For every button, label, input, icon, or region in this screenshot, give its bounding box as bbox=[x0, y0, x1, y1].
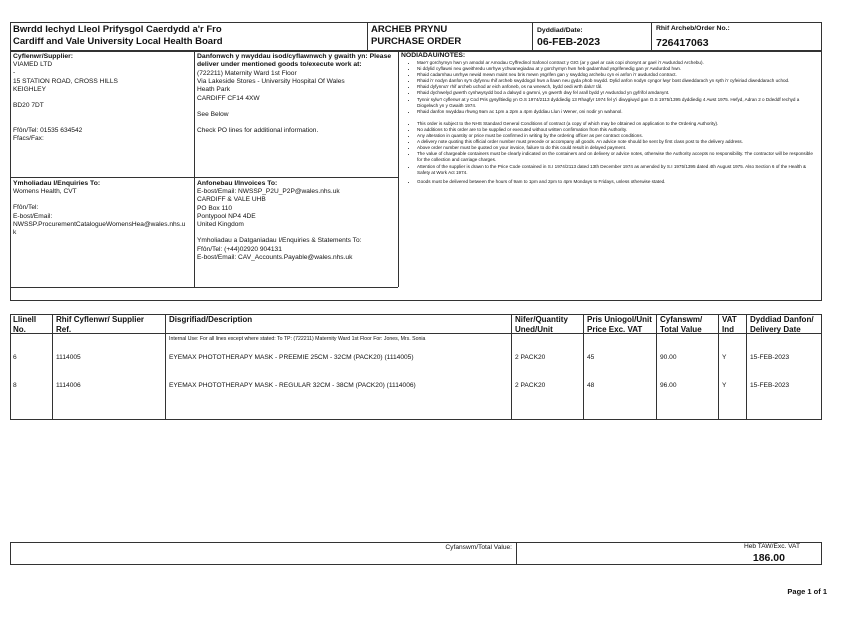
col-header-unit-price: Pris Uniogol/Unit Price Exc. VAT bbox=[587, 315, 652, 334]
enquiries-email-label: E-bost/Email: bbox=[13, 212, 53, 220]
cell-ref: 1114005 bbox=[56, 354, 81, 361]
supplier-phone: Ffôn/Tel: 01535 634542 bbox=[13, 126, 83, 134]
cell-price: 45 bbox=[587, 354, 595, 361]
cell-description: EYEMAX PHOTOTHERAPY MASK - REGULAR 32CM - 38CM (PACK20) (1114006) bbox=[169, 382, 416, 389]
col-header-description: Disgrifiad/Description bbox=[169, 315, 253, 324]
note-item: • The value of chargeable containers must be clearly indicated on the containers and on delivery or advice notes, otherwise the Authority accepts no responsibility. The contractor will be responsible for the collection and carriage charges. bbox=[417, 151, 818, 163]
note-item: • Rhaid dychwelyd gwerth cynhwysydd bod a dalwyd o gwmni, yn gwerth dwy fel arall bydd yr Awdurdod yn gyfrifol amdanynt. bbox=[417, 90, 818, 96]
invoices-line: PO Box 110 bbox=[197, 204, 233, 212]
notes-english-list bbox=[401, 121, 818, 185]
cell-total: 90.00 bbox=[660, 354, 677, 361]
totals-exvat-label: Heb TAW/Exc. VAT bbox=[743, 543, 800, 550]
note-item: • Above order number must be quoted on your invoice, failure to do this could result in delayed payment. bbox=[417, 145, 818, 151]
supplier-label: Cyflenwr/Supplier: bbox=[13, 53, 74, 60]
col-header-quantity: Nifer/Quantity Uned/Unit bbox=[515, 315, 568, 334]
doc-type-english: PURCHASE ORDER bbox=[371, 36, 462, 47]
invoices-line: United Kingdom bbox=[197, 221, 244, 229]
invoices-email[interactable]: E-bost/Email: NWSSP_P2U_P2P@wales.nhs.uk bbox=[197, 188, 340, 195]
note-item: • No additions to this order are to be supplied or executed without written confirmation from this Authority. bbox=[417, 127, 818, 133]
note-item: • Rhaid danfon nwyddau rhwng 9am ac 1pm a 2pm a 4pm dyddiau Llun i Wener, oni nodir yn wahanol. bbox=[417, 109, 818, 115]
notes-welsh-list bbox=[401, 60, 818, 115]
invoices-line: Pontypool NP4 4DE bbox=[197, 212, 256, 220]
delivery-section bbox=[197, 53, 395, 136]
statements-phone: Ffôn/Tel: (+44)02920 904131 bbox=[197, 245, 282, 253]
note-item: • Ni ddylid cyflawni neu gweithredu unrhyw ychwanegiadau at y gorchymyn hwn heb gadarnhad ysgrifenedig gan yr Awdurdod hwn. bbox=[417, 66, 818, 72]
enquiries-name: Womens Health, CVT bbox=[13, 188, 77, 195]
table-row bbox=[0, 382, 842, 392]
notes-section bbox=[401, 52, 818, 185]
note-item: • A delivery note quoting this official order number must precede or accompany all goods. An advice note should be sent by first class post to the delivery address. bbox=[417, 139, 818, 145]
note-item: • Tynnir sylw'r cyflenwr at y Cod Pris gysylltiedig yn O.S 1974/2113 dyddiedig 13 Rhagfyr 1974 fel y'i diwygiwyd gan O.S 1975/1395 dyddiedig 4 Awst 1975. Hefyd, Adran 2 o Ddeddf Iechyd a Diogelwch yn y Gwaith 1974. bbox=[417, 97, 818, 109]
cell-line: 8 bbox=[13, 382, 17, 389]
table-row bbox=[0, 354, 842, 364]
note-item: • Mae'r gorchymyn hwn yn amodol ar Amodau Cyffredinol Safonol contract y GIG (ar y gael ar cais copi ohonynt ar gael i'r Awdurdod Archebu). bbox=[417, 60, 818, 66]
statements-label: Ymholiadau a Datganiadau I/Enquiries & Statements To: bbox=[197, 237, 362, 245]
col-header-total: Cyfanswm/ Total Value bbox=[660, 315, 703, 334]
page-number: Page 1 of 1 bbox=[787, 587, 827, 596]
supplier-line: KEIGHLEY bbox=[13, 85, 46, 93]
org-name-welsh: Bwrdd Iechyd Lleol Prifysgol Caerdydd a'r Fro bbox=[13, 24, 222, 35]
org-name-english: Cardiff and Vale University Local Health Board bbox=[13, 36, 223, 47]
note-item: • Attention of the supplier is drawn to the Price Code contained in S.I 1974/2113 dated 13th December 1974 as amended by S.I 1975/1395 dated 4th August 1975. Also Section 6 of the Health & Safety at Work Act 1974. bbox=[417, 164, 818, 176]
cell-date: 15-FEB-2023 bbox=[750, 354, 790, 361]
cell-line: 6 bbox=[13, 354, 17, 361]
date-label: Dyddiad/Date: bbox=[537, 27, 583, 34]
supplier-line: BD20 7DT bbox=[13, 102, 44, 110]
supplier-line: - bbox=[13, 69, 16, 77]
delivery-line: (722211) Maternity Ward 1st Floor bbox=[197, 69, 297, 77]
col-header-delivery-date: Dyddiad Danfon/ Delivery Date bbox=[750, 315, 814, 334]
delivery-label: Danfonwch y nwyddau isod/cyflawnwch y gwaith yn: Please deliver under mentioned goods to/execute work at: bbox=[197, 53, 392, 69]
delivery-line: Via Lakeside Stores - University Hospital Of Wales bbox=[197, 78, 345, 86]
internal-use-note: Internal Use: For all lines except where stated: To TP: (722211) Maternity Ward 1st Floor For: Jones, Mrs. Sonia bbox=[169, 336, 426, 342]
cell-quantity: 2 PACK20 bbox=[515, 354, 546, 361]
enquiries-section bbox=[13, 180, 191, 237]
invoices-section bbox=[197, 180, 395, 262]
supplier-line: VIAMED LTD bbox=[13, 61, 53, 68]
note-item: • Rhaid dyfynnu'r rhif archeb uchod ar eich anfoneb, os na wnewch, bydd oedi wrth dalu'r tâl. bbox=[417, 84, 818, 90]
cell-quantity: 2 PACK20 bbox=[515, 382, 546, 389]
note-item: • Any alteration in quantity or price must be confirmed in writing by the ordering officer as per contract conditions. bbox=[417, 133, 818, 139]
delivery-see-below: See Below bbox=[197, 111, 229, 118]
invoices-label: Anfonebau I/Invoices To: bbox=[197, 180, 278, 187]
notes-label: NODIADAU/NOTES: bbox=[401, 52, 466, 59]
totals-exvat-value: 186.00 bbox=[752, 552, 785, 564]
note-item: • This order is subject to the NHS Standard General Conditions of contract (a copy of which may be obtained on application to the Ordering Authority). bbox=[417, 121, 818, 127]
date-value: 06-FEB-2023 bbox=[537, 36, 601, 48]
order-no-label: Rhif Archeb/Order No.: bbox=[656, 25, 730, 32]
totals-label: Cyfanswm/Total Value: bbox=[445, 544, 512, 551]
cell-description: EYEMAX PHOTOTHERAPY MASK - PREEMIE 25CM - 32CM (PACK20) (1114005) bbox=[169, 354, 414, 361]
enquiries-email[interactable]: NWSSP.ProcurementCatalogueWomensHea@wales.nhs.uk bbox=[13, 220, 186, 237]
cell-total: 96.00 bbox=[660, 382, 677, 389]
note-item: • Goods must be delivered between the hours of 9am to 1pm and 2pm to 4pm Mondays to Fridays, unless otherwise stated. bbox=[417, 179, 818, 185]
supplier-section bbox=[13, 53, 191, 143]
statements-email[interactable]: E-bost/Email: CAV_Accounts.Payable@wales.nhs.uk bbox=[197, 254, 353, 262]
cell-vat: Y bbox=[722, 382, 727, 389]
invoices-line: CARDIFF & VALE UHB bbox=[197, 196, 266, 204]
supplier-line bbox=[13, 94, 191, 102]
cell-ref: 1114006 bbox=[56, 382, 81, 389]
delivery-line: CARDIFF CF14 4XW bbox=[197, 94, 260, 102]
cell-vat: Y bbox=[722, 354, 727, 361]
note-item: • Rhaid cadarnhau unrhyw newid mewn maint neu bris mewn ysgrifen gan y swyddog archebu cyn ei anfon i'r awdurdod contract. bbox=[417, 72, 818, 78]
enquiries-phone: Ffôn/Tel: bbox=[13, 204, 39, 212]
delivery-check-po: Check PO lines for additional information. bbox=[197, 127, 319, 135]
doc-type-welsh: ARCHEB PRYNU bbox=[371, 24, 448, 35]
cell-date: 15-FEB-2023 bbox=[750, 382, 790, 389]
supplier-line: 15 STATION ROAD, CROSS HILLS bbox=[13, 77, 118, 85]
cell-price: 48 bbox=[587, 382, 595, 389]
note-item: • Rhaid i'r nodyn danfon sy'n dyfynnu rhif archeb swyddogol hwn a llawn neu gyda phob nwydd. Dylid anfon nodyn cyngor lwyr bost diweddarach yn syth i'r cyfeiriad diweddarach uchod. bbox=[417, 78, 818, 84]
delivery-line: Heath Park bbox=[197, 86, 230, 94]
col-header-vat: VAT Ind bbox=[722, 315, 737, 334]
col-header-supplier-ref: Rhif Cyflenwr/ Supplier Ref. bbox=[56, 315, 145, 334]
order-no-value: 726417063 bbox=[656, 37, 709, 49]
enquiries-label: Ymholiadau I/Enquiries To: bbox=[13, 180, 101, 187]
col-header-line: Llinell No. bbox=[13, 315, 37, 334]
supplier-fax: Ffacs/Fax: bbox=[13, 135, 44, 143]
